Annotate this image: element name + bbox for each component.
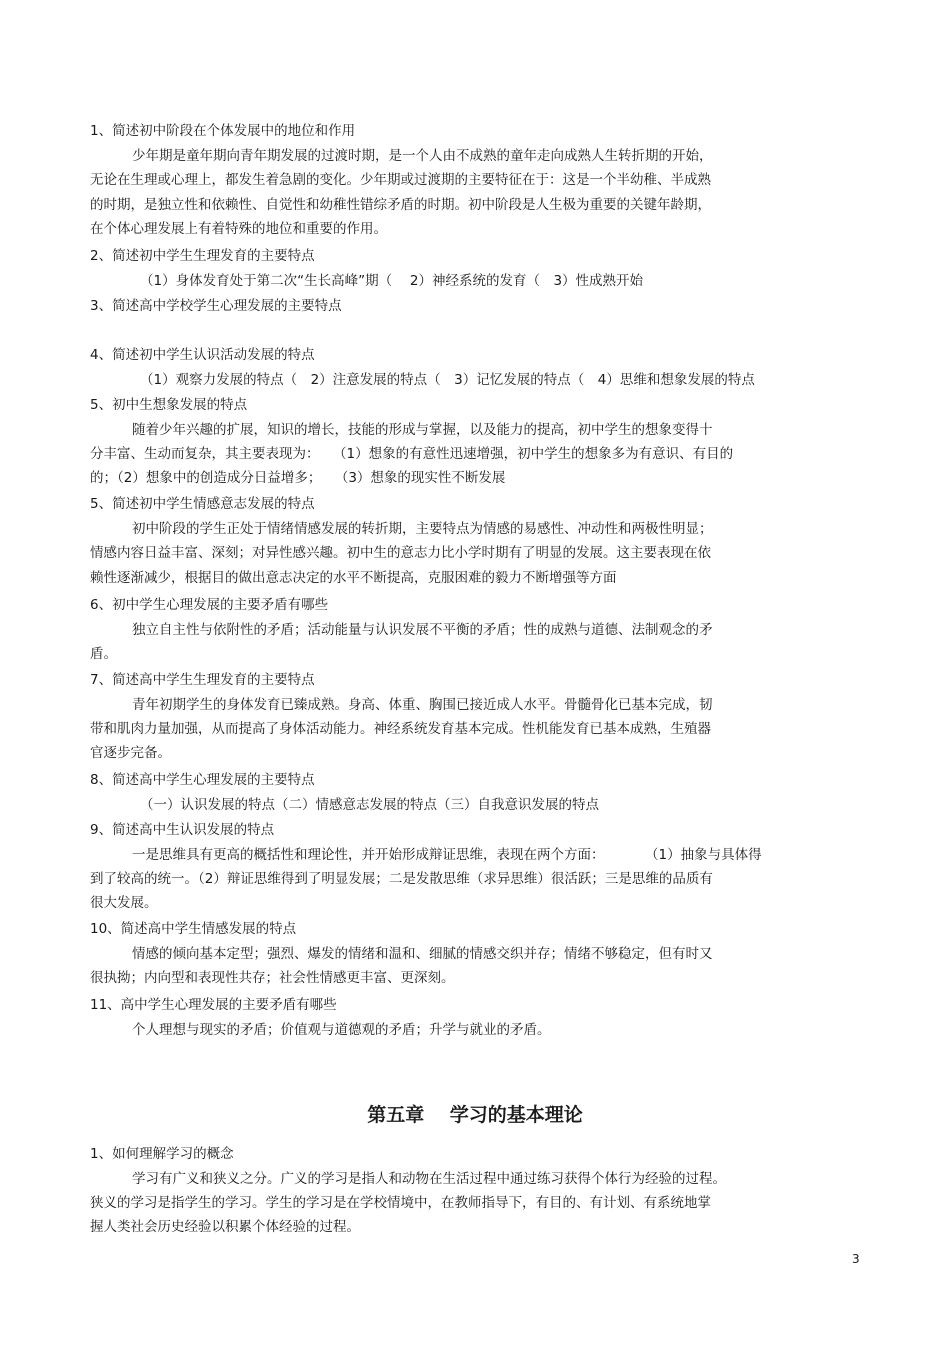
chapter5-answer-1-line-3: 握人类社会历史经验以积累个体经验的过程。	[90, 1219, 360, 1235]
answer-9-line-1: 一是思维具有更高的概括性和理论性，并开始形成辩证思维，表现在两个方面： （1）抽象与具体得	[132, 847, 762, 863]
answer-1-line-2: 无论在生理或心理上，都发生着急剧的变化。少年期或过渡期的主要特征在于：这是一个半幼稚、半成熟	[90, 172, 711, 188]
answer-10-line-1: 情感的倾向基本定型；强烈、爆发的情绪和温和、细腻的情感交织并存；情绪不够稳定，但有时又	[132, 946, 713, 962]
answer-7-line-2: 带和肌肉力量加强，从而提高了身体活动能力。神经系统发育基本完成。性机能发育已基本成熟，生殖器	[90, 721, 711, 737]
answer-5b-line-3: 赖性逐渐减少，根据目的做出意志决定的水平不断提高，克服困难的毅力不断增强等方面	[90, 570, 617, 586]
question-11-title: 11、高中学生心理发展的主要矛盾有哪些	[90, 997, 337, 1013]
answer-6-line-2: 盾。	[90, 646, 117, 662]
question-8-title: 8、简述高中学生心理发展的主要特点	[90, 772, 315, 788]
question-5a-title: 5、初中生想象发展的特点	[90, 397, 248, 413]
answer-7-line-1: 青年初期学生的身体发育已臻成熟。身高、体重、胸围已接近成人水平。骨髓骨化已基本完成，韧	[132, 697, 713, 713]
answer-8-line-1: （一）认识发展的特点（二）情感意志发展的特点（三）自我意识发展的特点	[140, 797, 599, 813]
chapter-heading: 第五章 学习的基本理论	[367, 1104, 583, 1126]
question-3-title: 3、简述高中学校学生心理发展的主要特点	[90, 298, 342, 314]
answer-7-line-3: 官逐步完备。	[90, 745, 171, 761]
answer-11-line-1: 个人理想与现实的矛盾；价值观与道德观的矛盾；升学与就业的矛盾。	[132, 1022, 551, 1038]
answer-6-line-1: 独立自主性与依附性的矛盾；活动能量与认识发展不平衡的矛盾；性的成熟与道德、法制观念的矛	[132, 622, 713, 638]
answer-5b-line-1: 初中阶段的学生正处于情绪情感发展的转折期，主要特点为情感的易感性、冲动性和两极性明显；	[132, 521, 713, 537]
chapter5-answer-1-line-2: 狭义的学习是指学生的学习。学生的学习是在学校情境中，在教师指导下，有目的、有计划、有系统地掌	[90, 1195, 711, 1211]
question-1-title: 1、简述初中阶段在个体发展中的地位和作用	[90, 123, 356, 139]
question-4-title: 4、简述初中学生认识活动发展的特点	[90, 347, 315, 363]
answer-9-line-2: 到了较高的统一。（2）辩证思维得到了明显发展；二是发散思维（求异思维）很活跃；三是思维的品质有	[90, 871, 713, 887]
answer-5b-line-2: 情感内容日益丰富、深刻；对异性感兴趣。初中生的意志力比小学时期有了明显的发展。这主要表现在依	[90, 545, 711, 561]
answer-5a-line-1: 随着少年兴趣的扩展，知识的增长，技能的形成与掌握，以及能力的提高，初中学生的想象变得十	[132, 422, 713, 438]
answer-5a-line-3: 的；（2）想象中的创造成分日益增多； （3）想象的现实性不断发展	[90, 470, 506, 486]
answer-1-line-4: 在个体心理发展上有着特殊的地位和重要的作用。	[90, 221, 387, 237]
question-6-title: 6、初中学生心理发展的主要矛盾有哪些	[90, 597, 329, 613]
answer-5a-line-2: 分丰富、生动而复杂，其主要表现为： （1）想象的有意性迅速增强，初中学生的想象多为有意识、有目的	[90, 446, 734, 462]
chapter5-answer-1-line-1: 学习有广义和狭义之分。广义的学习是指人和动物在生活过程中通过练习获得个体行为经验的过程。	[132, 1171, 726, 1187]
answer-1-line-3: 的时期，是独立性和依赖性、自觉性和幼稚性错综矛盾的时期。初中阶段是人生极为重要的关键年龄期，	[90, 197, 711, 213]
question-5b-title: 5、简述初中学生情感意志发展的特点	[90, 496, 315, 512]
answer-2-line-1: （1）身体发育处于第二次“生长高峰”期（ 2）神经系统的发育（ 3）性成熟开始	[140, 273, 644, 289]
question-7-title: 7、简述高中学生生理发育的主要特点	[90, 672, 315, 688]
answer-1-line-1: 少年期是童年期向青年期发展的过渡时期，是一个人由不成熟的童年走向成熟人生转折期的开始，	[132, 148, 713, 164]
answer-9-line-3: 很大发展。	[90, 895, 158, 911]
page-number: 3	[852, 1252, 860, 1266]
answer-10-line-2: 很执拗；内向型和表现性共存；社会性情感更丰富、更深刻。	[90, 970, 455, 986]
chapter5-question-1-title: 1、如何理解学习的概念	[90, 1146, 234, 1162]
answer-4-line-1: （1）观察力发展的特点（ 2）注意发展的特点（ 3）记忆发展的特点（ 4）思维和想象发展的特点	[140, 372, 755, 388]
question-2-title: 2、简述初中学生生理发育的主要特点	[90, 248, 315, 264]
question-10-title: 10、简述高中学生情感发展的特点	[90, 921, 297, 937]
question-9-title: 9、简述高中生认识发展的特点	[90, 822, 275, 838]
